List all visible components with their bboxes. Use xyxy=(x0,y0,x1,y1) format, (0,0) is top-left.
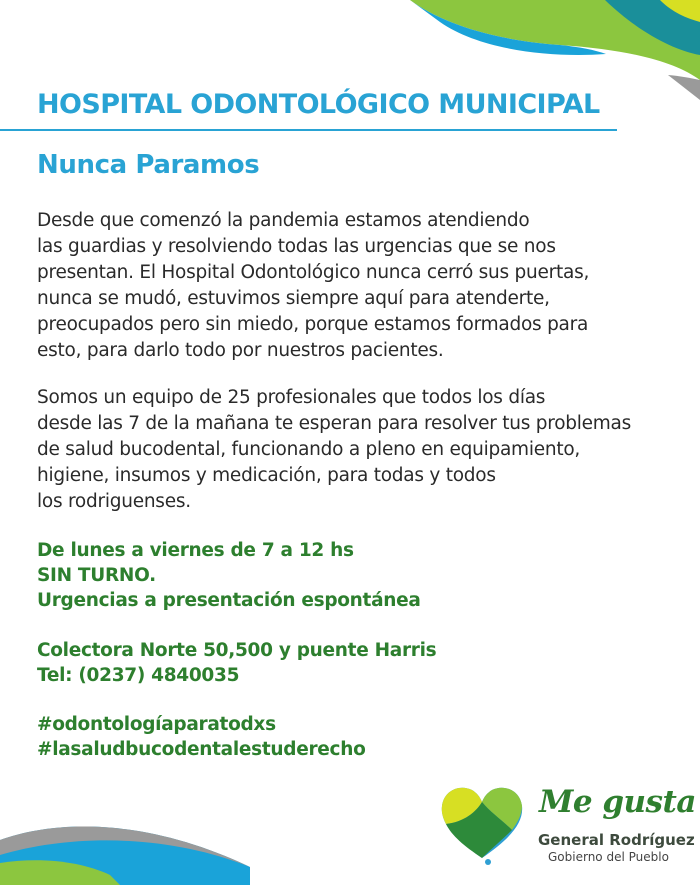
hashtags-block xyxy=(37,712,365,762)
paragraph-line: preocupados pero sin miedo, porque estamos formados para xyxy=(37,314,589,335)
decorative-corner-bottom-left xyxy=(0,785,250,885)
logo-city: General Rodríguez xyxy=(538,831,695,849)
paragraph-line: esto, para darlo todo por nuestros pacientes. xyxy=(37,340,444,361)
schedule-no-appointment: SIN TURNO. xyxy=(37,565,156,586)
schedule-block xyxy=(37,538,421,613)
logo-government: Gobierno del Pueblo xyxy=(548,850,669,864)
contact-block xyxy=(37,638,436,688)
paragraph-line: presentan. El Hospital Odontológico nunca cerró sus puertas, xyxy=(37,262,590,283)
decorative-corner-top-right xyxy=(410,0,700,100)
paragraph-line: las guardias y resolviendo todas las urgencias que se nos xyxy=(37,236,556,257)
contact-phone: Tel: (0237) 4840035 xyxy=(37,665,240,686)
title-divider xyxy=(0,129,617,131)
paragraph-line: Somos un equipo de 25 profesionales que todos los días xyxy=(37,387,546,408)
hashtag: #lasaludbucodentalestuderecho xyxy=(37,739,366,760)
paragraph-line: Desde que comenzó la pandemia estamos atendiendo xyxy=(37,210,530,231)
paragraph-line: de salud bucodental, funcionando a pleno en equipamiento, xyxy=(37,439,581,460)
contact-address: Colectora Norte 50,500 y puente Harris xyxy=(37,640,437,661)
schedule-days: De lunes a viernes de 7 a 12 hs xyxy=(37,540,354,561)
hashtag: #odontologíaparatodxs xyxy=(37,714,276,735)
paragraph-line: los rodriguenses. xyxy=(37,491,191,512)
paragraph-line: desde las 7 de la mañana te esperan para resolver tus problemas xyxy=(37,413,632,434)
paragraph-line: nunca se mudó, estuvimos siempre aquí para atenderte, xyxy=(37,288,550,309)
page-subtitle: Nunca Paramos xyxy=(37,150,260,180)
logo-tagline: Me gusta xyxy=(539,784,696,820)
schedule-urgent: Urgencias a presentación espontánea xyxy=(37,590,421,611)
municipality-logo xyxy=(436,778,696,868)
paragraph-line: higiene, insumos y medicación, para todas y todos xyxy=(37,465,496,486)
heart-logo-icon xyxy=(436,778,528,866)
intro-paragraph xyxy=(37,208,589,364)
page-title: HOSPITAL ODONTOLÓGICO MUNICIPAL xyxy=(37,89,600,120)
team-paragraph xyxy=(37,385,631,515)
